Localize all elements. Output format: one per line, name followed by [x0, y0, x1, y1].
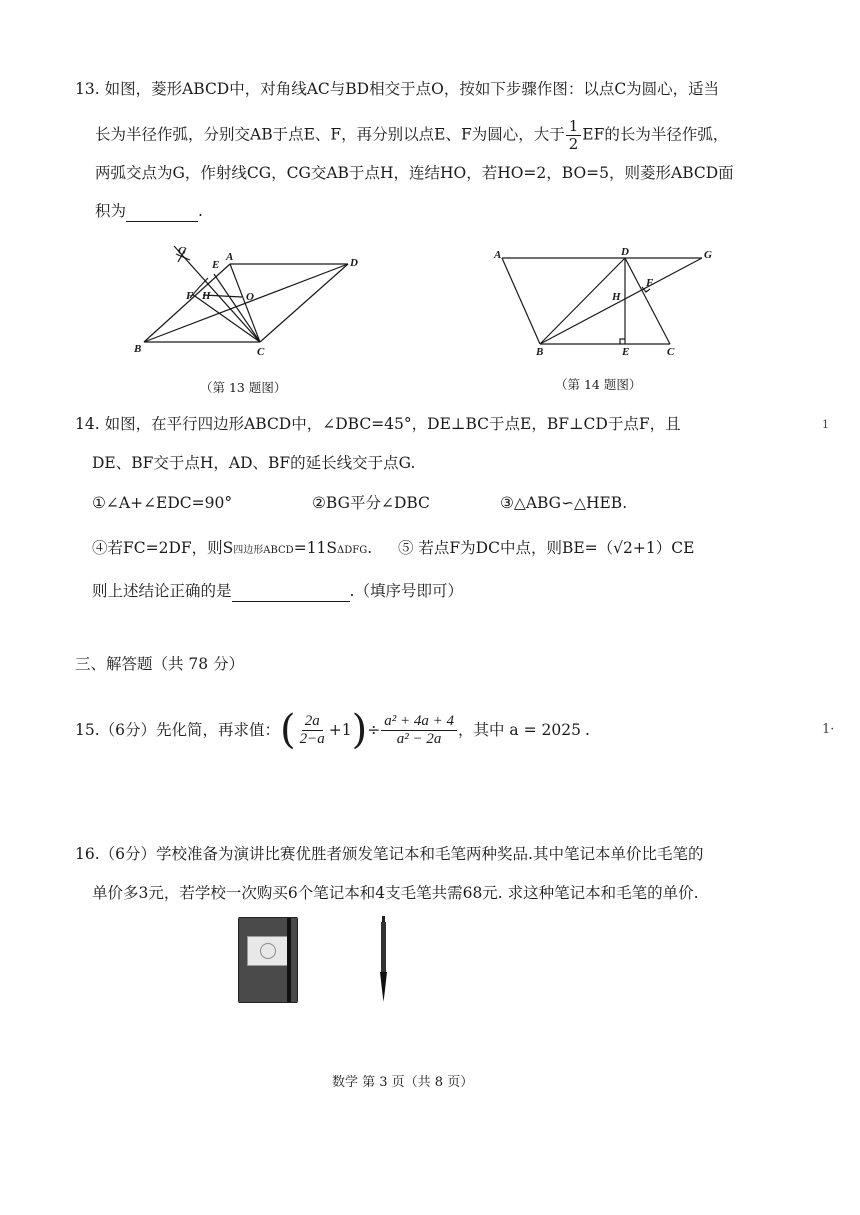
- q15-paren-close: ): [351, 707, 368, 753]
- page-footer: 数学 第 3 页（共 8 页）: [332, 1075, 474, 1090]
- q14-option-2: ②BG平分∠DBC: [312, 494, 430, 512]
- q14-opt5-sqrt: √2: [613, 539, 633, 557]
- q16-line1: 16.（6分）学校准备为演讲比赛优胜者颁发笔记本和毛笔两种奖品.其中笔记本单价比毛笔的: [75, 845, 704, 863]
- q14-opt5-text-a: ⑤ 若点F为DC中点，则BE=（: [398, 539, 614, 557]
- q15-prefix: 15.（6分）先化简，再求值：: [75, 721, 281, 739]
- notebook-image: [238, 917, 298, 1003]
- q14-option-3: ③△ABG∽△HEB.: [500, 494, 628, 512]
- fig13-label-f: F: [186, 290, 194, 302]
- fig13-label-b: B: [134, 343, 142, 355]
- q15-plus-one: +1: [328, 721, 352, 739]
- q15-f2-den: a² − 2a: [396, 730, 442, 747]
- q14-option-5: [398, 537, 694, 559]
- q13-line3: 两弧交点为G，作射线CG，CG交AB于点H，连结HO，若HO=2，BO=5，则菱形ABCD面: [95, 164, 734, 182]
- q14-opt5-text-c: +1）CE: [632, 539, 695, 557]
- q14-last-line: [92, 580, 463, 602]
- q15-line: [75, 708, 590, 752]
- fig14-label-b: B: [536, 346, 544, 358]
- stray-mark-1: 1: [822, 418, 829, 431]
- q15-suffix: ，其中 a = 2025: [457, 721, 581, 739]
- figure-13-caption: （第 13 题图）: [200, 380, 287, 395]
- fig13-label-h: H: [202, 290, 211, 302]
- q15-f2-num: a² + 4a + 4: [381, 713, 457, 731]
- q16-line2: 单价多3元，若学校一次购买6个笔记本和4支毛笔共需68元. 求这种笔记本和毛笔的单价.: [92, 884, 699, 902]
- q14-line1: 14. 如图，在平行四边形ABCD中，∠DBC=45°，DE⊥BC于点E，BF⊥CD于点F，且: [75, 415, 681, 433]
- q14-last-end: .（填序号即可）: [349, 582, 463, 600]
- q13-line4-text: 积为: [95, 202, 127, 220]
- fig13-label-g: G: [178, 245, 186, 257]
- q14-option-4: [92, 537, 372, 562]
- fig14-label-d: D: [621, 246, 629, 258]
- q14-opt4-sub2: ΔDFG: [337, 545, 368, 556]
- notebook-elastic: [287, 918, 291, 1002]
- q13-frac-den: 2: [568, 135, 579, 153]
- q13-frac-num: 1: [566, 118, 582, 136]
- q14-line2: DE、BF交于点H，AD、BF的延长线交于点G.: [92, 454, 416, 472]
- notebook-label-circle: [260, 943, 276, 959]
- q13-line2-text-b: EF的长为半径作弧，: [582, 125, 729, 144]
- q14-opt4-text-a: ④若FC=2DF，则S: [92, 539, 234, 557]
- q13-line2-text-a: 长为半径作弧，分别交AB于点E、F，再分别以点E、F为圆心，大于: [95, 125, 565, 144]
- q14-last-text: 则上述结论正确的是: [92, 582, 232, 600]
- brush-pen-image: [376, 916, 392, 1004]
- fig13-label-a: A: [226, 251, 234, 263]
- q15-paren-open: (: [280, 707, 296, 753]
- fig14-label-c: C: [667, 346, 675, 358]
- q15-f1-den: 2−a: [299, 730, 325, 747]
- q13-line4-end: .: [198, 202, 203, 220]
- q15-f1-num: 2a: [302, 713, 323, 731]
- fig14-label-f: F: [646, 277, 654, 289]
- q15-divide: ÷: [367, 721, 381, 739]
- figure-14: [490, 244, 720, 359]
- q15-end: .: [584, 721, 590, 739]
- stray-mark-2: 1·: [822, 722, 835, 737]
- fig13-label-c: C: [257, 346, 265, 358]
- q14-answer-blank[interactable]: [232, 585, 350, 602]
- fig14-label-e: E: [622, 346, 630, 358]
- fig14-label-g: G: [704, 249, 712, 261]
- q14-opt4-text-b: =11S: [293, 539, 338, 557]
- q13-answer-blank[interactable]: [126, 205, 198, 222]
- figure-13: [130, 238, 370, 363]
- q13-fraction: [566, 118, 582, 153]
- section-3-heading: 三、解答题（共 78 分）: [75, 655, 245, 673]
- q13-line2: [95, 118, 728, 153]
- q14-option-1: ①∠A+∠EDC=90°: [92, 494, 233, 512]
- q14-opt4-sub: 四边形ABCD: [233, 545, 294, 556]
- q15-fraction-2: [381, 713, 457, 748]
- q13-line1: 13. 如图，菱形ABCD中，对角线AC与BD相交于点O，按如下步骤作图：以点C为圆心，适当: [75, 80, 720, 98]
- q13-line4: [95, 200, 203, 222]
- figure-14-caption: （第 14 题图）: [555, 377, 642, 392]
- q15-fraction-1: [297, 713, 328, 748]
- fig14-label-a: A: [494, 249, 502, 261]
- fig13-label-d: D: [350, 257, 358, 269]
- fig13-label-o: O: [246, 291, 254, 303]
- q14-opt4-text-c: .: [367, 539, 373, 557]
- fig13-label-e: E: [212, 259, 220, 271]
- fig14-label-h: H: [612, 291, 621, 303]
- notebook-label: [247, 936, 289, 966]
